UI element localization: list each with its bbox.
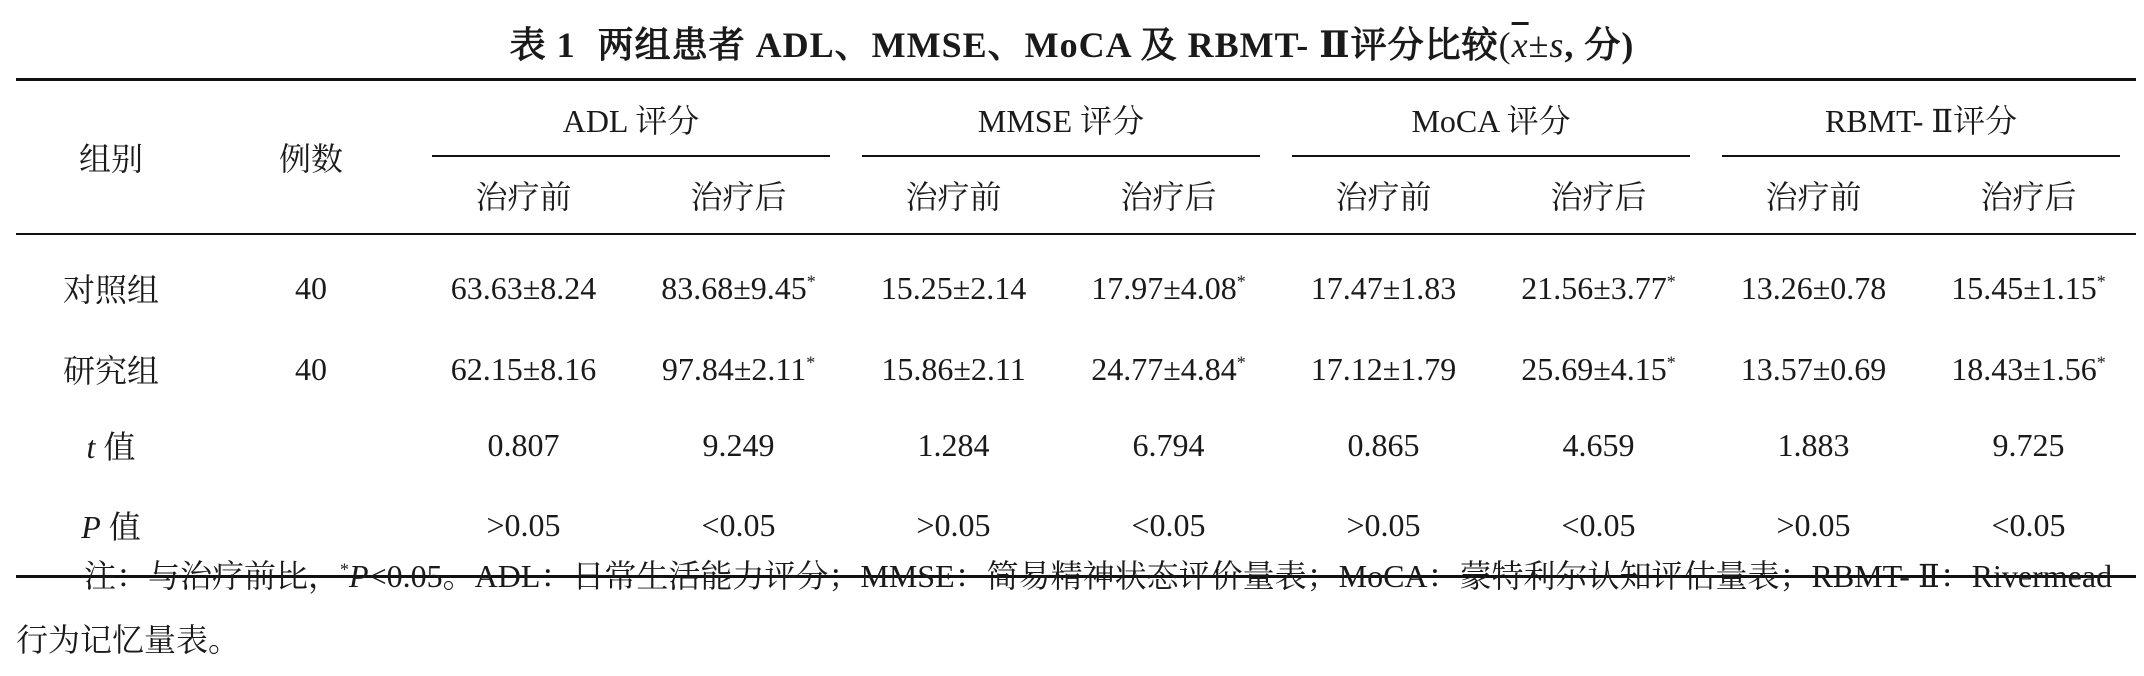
table-cell <box>1061 331 1276 407</box>
table-cell <box>631 331 846 407</box>
cell-value: 25.69±4.15 <box>1521 350 1667 387</box>
cell-value: 0.807 <box>487 426 560 463</box>
table-cell <box>416 331 631 407</box>
cell-value: 6.794 <box>1132 426 1205 463</box>
cell-value: 1.284 <box>917 426 990 463</box>
table-body <box>16 234 2136 580</box>
significance-star: * <box>2096 270 2106 291</box>
cell-value: <0.05 <box>1991 506 2066 543</box>
row-label-symbol: t <box>86 429 96 465</box>
table-cell <box>1491 331 1706 407</box>
row-label-symbol: P <box>81 509 101 545</box>
row-label-text: 值 <box>100 509 141 545</box>
row-label-text: 研究组 <box>62 353 159 389</box>
table-row <box>16 234 2136 331</box>
cell-value: 13.57±0.69 <box>1740 350 1887 387</box>
stat-mean-symbol: $\overline{x}$ <box>1511 25 1529 65</box>
significance-star: * <box>2096 351 2106 372</box>
cell-value: >0.05 <box>1346 506 1421 543</box>
stat-pm: ± <box>1528 25 1550 65</box>
header-after: 治疗后 <box>1120 179 1217 215</box>
header-before: 治疗前 <box>1765 179 1862 215</box>
table-cell <box>1061 407 1276 483</box>
header-mmse: MMSE 评分 <box>846 80 1276 158</box>
table-cell <box>1921 331 2136 407</box>
cell-value: 97.84±2.11 <box>661 350 807 387</box>
significance-star: * <box>1666 270 1676 291</box>
note-prefix: 注：与治疗前比， <box>84 558 341 594</box>
table-number: 表 1 <box>509 25 576 65</box>
table-cell <box>1706 331 1921 407</box>
significance-star: * <box>1236 351 1246 372</box>
cell-value: 1.883 <box>1777 426 1850 463</box>
table-cell <box>846 234 1061 331</box>
cell-value: 4.659 <box>1562 426 1635 463</box>
cell-value: 63.63±8.24 <box>450 269 597 306</box>
cell-value: 9.249 <box>702 426 775 463</box>
table-cell <box>1276 407 1491 483</box>
row-label <box>16 331 206 407</box>
header-count: 例数 <box>278 141 343 177</box>
stat-open: ( <box>1498 25 1512 65</box>
header-moca: MoCA 评分 <box>1276 80 1706 158</box>
significance-star: * <box>806 270 816 291</box>
cell-value: 83.68±9.45 <box>661 269 807 306</box>
note-body: <0.05。ADL：日常生活能力评分；MMSE：简易精神状态评价量表；MoCA：蒙特利尔认知评估量表；RBMT- Ⅱ：Rivermead 行为记忆量表。 <box>16 558 2113 658</box>
header-after: 治疗后 <box>690 179 787 215</box>
cell-value: >0.05 <box>486 506 561 543</box>
header-before: 治疗前 <box>475 179 572 215</box>
significance-star: * <box>806 351 816 372</box>
cell-value: 17.97±4.08 <box>1091 269 1237 306</box>
significance-star: * <box>1666 351 1676 372</box>
cell-value: 0.865 <box>1347 426 1420 463</box>
cell-value: 15.45±1.15 <box>1951 269 2097 306</box>
header-adl: ADL 评分 <box>416 80 846 158</box>
table-title: 两组患者 ADL、MMSE、MoCA 及 RBMT- Ⅱ评分比较 <box>597 25 1499 65</box>
table-cell <box>1276 234 1491 331</box>
row-label-text: 值 <box>95 429 136 465</box>
cell-value: 62.15±8.16 <box>450 350 597 387</box>
table-cell <box>416 234 631 331</box>
cell-value: <0.05 <box>1131 506 1206 543</box>
stat-unit: , 分) <box>1564 25 1635 65</box>
row-count: 40 <box>295 350 327 387</box>
comparison-table <box>16 78 2136 578</box>
row-count <box>206 407 416 483</box>
header-after: 治疗后 <box>1550 179 1647 215</box>
table-cell <box>1061 234 1276 331</box>
row-label-text: 对照组 <box>62 272 159 308</box>
table-note <box>16 544 2128 672</box>
table-cell <box>631 407 846 483</box>
table-cell <box>1706 234 1921 331</box>
significance-star: * <box>1236 270 1246 291</box>
cell-value: 17.47±1.83 <box>1310 269 1457 306</box>
header-before: 治疗前 <box>905 179 1002 215</box>
cell-value: 21.56±3.77 <box>1521 269 1667 306</box>
table-cell <box>416 407 631 483</box>
table-cell <box>1491 407 1706 483</box>
table-row <box>16 407 2136 483</box>
row-count: 40 <box>295 269 327 306</box>
header-rbmt: RBMT- Ⅱ评分 <box>1706 80 2136 158</box>
table-cell <box>1921 234 2136 331</box>
table-cell <box>1491 234 1706 331</box>
cell-value: 13.26±0.78 <box>1740 269 1887 306</box>
table-cell <box>1706 407 1921 483</box>
table-cell <box>1276 331 1491 407</box>
table-row <box>16 331 2136 407</box>
stat-sd-symbol: s <box>1549 25 1565 65</box>
table-cell <box>631 234 846 331</box>
cell-value: 15.25±2.14 <box>880 269 1027 306</box>
table-cell <box>846 331 1061 407</box>
cell-value: <0.05 <box>1561 506 1636 543</box>
row-label <box>16 407 206 483</box>
cell-value: <0.05 <box>701 506 776 543</box>
row-label <box>16 234 206 331</box>
table-cell <box>846 407 1061 483</box>
note-p-symbol: P <box>349 558 369 594</box>
cell-value: 18.43±1.56 <box>1951 350 2097 387</box>
header-before: 治疗前 <box>1335 179 1432 215</box>
cell-value: >0.05 <box>1776 506 1851 543</box>
table-cell <box>1921 407 2136 483</box>
table-caption <box>0 22 2144 68</box>
cell-value: >0.05 <box>916 506 991 543</box>
cell-value: 15.86±2.11 <box>881 350 1026 387</box>
header-after: 治疗后 <box>1980 179 2077 215</box>
header-group: 组别 <box>78 141 143 177</box>
cell-value: 24.77±4.84 <box>1091 350 1237 387</box>
note-star: * <box>340 559 350 580</box>
header-row-1 <box>16 80 2136 158</box>
cell-value: 17.12±1.79 <box>1310 350 1457 387</box>
cell-value: 9.725 <box>1992 426 2065 463</box>
